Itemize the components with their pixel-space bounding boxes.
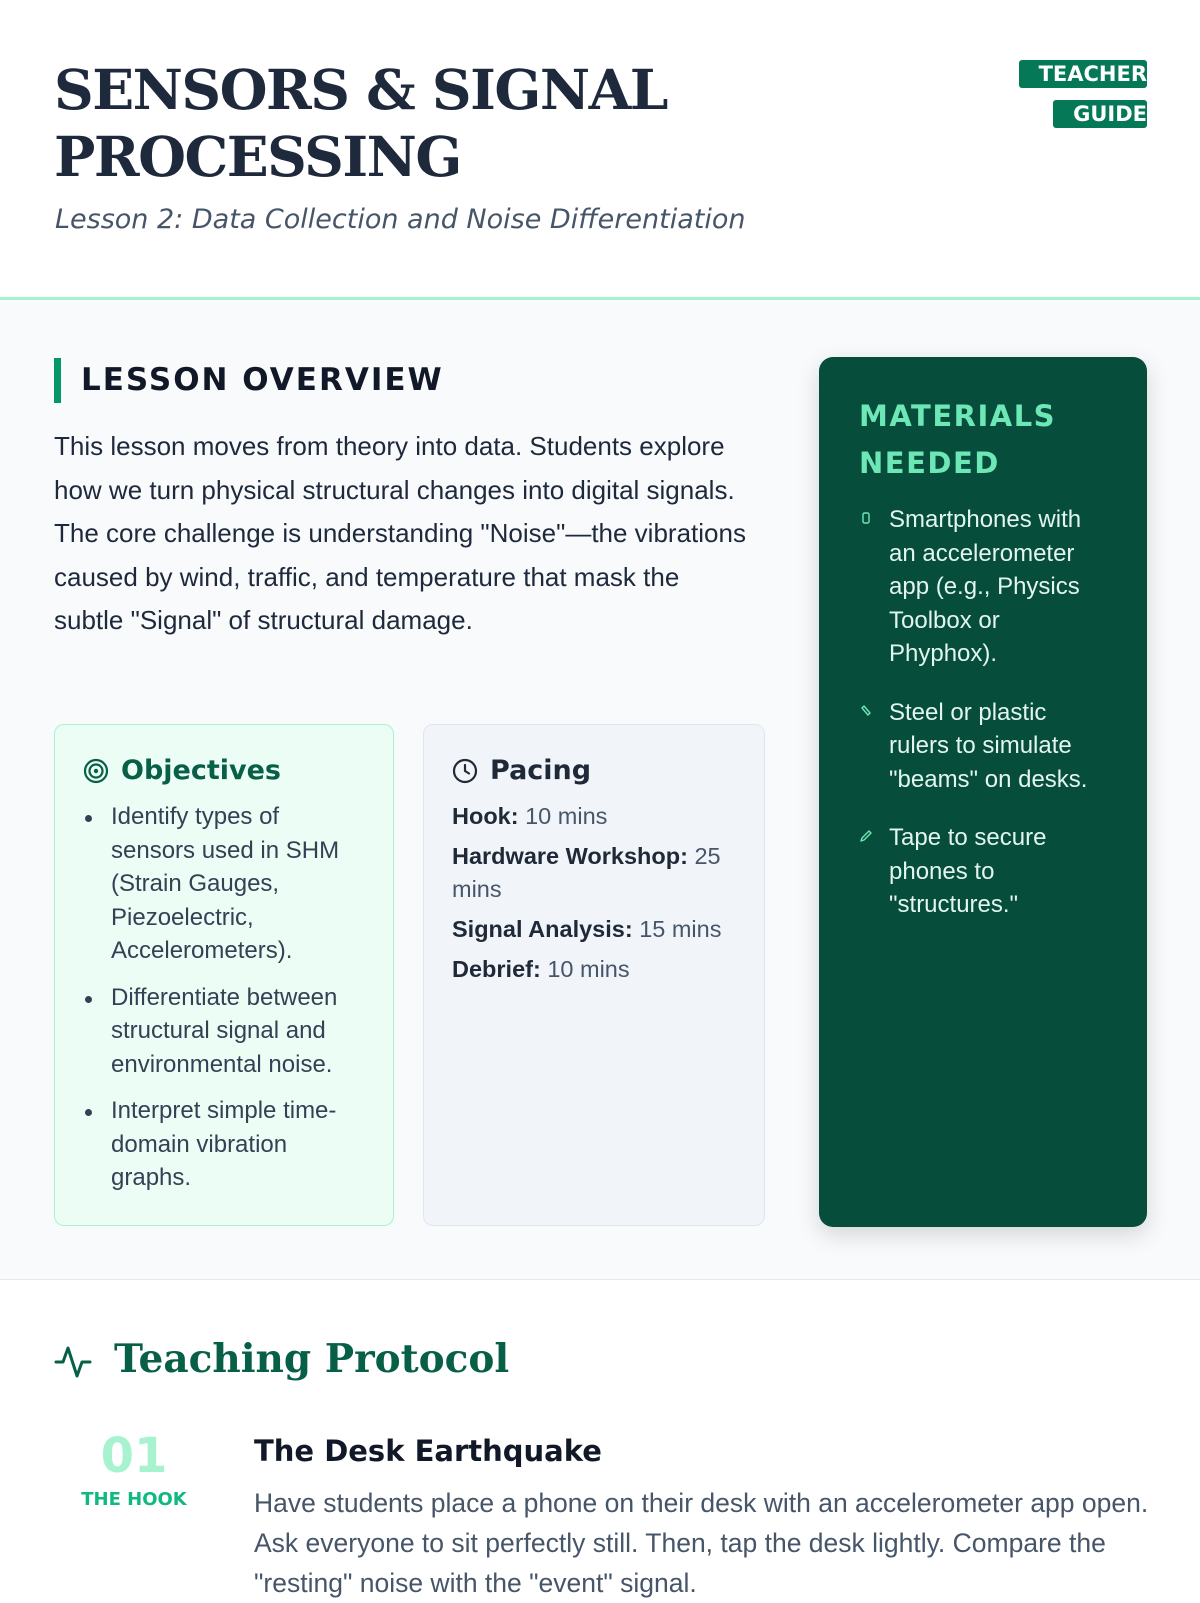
pacing-label: Hook:	[452, 803, 519, 829]
pacing-row	[452, 953, 736, 986]
materials-panel	[819, 357, 1147, 1227]
material-text: Tape to secure phones to "structures."	[889, 824, 1047, 918]
overview-heading: LESSON OVERVIEW	[81, 362, 444, 398]
objective-item: Differentiate between structural signal and environmental noise.	[83, 981, 365, 1082]
pacing-title: Pacing	[490, 755, 592, 786]
materials-title: MATERIALS NEEDED	[859, 399, 1057, 480]
teacher-guide-badge	[1017, 54, 1147, 134]
material-text: Steel or plastic rulers to simulate "beams" on desks.	[889, 698, 1088, 793]
material-item	[859, 821, 1113, 922]
pacing-header	[452, 755, 736, 786]
pacing-row	[452, 913, 736, 946]
pacing-row	[452, 840, 736, 906]
clock-icon	[452, 758, 478, 784]
badge-label: TEACHER GUIDE	[1019, 60, 1147, 128]
page-header	[0, 0, 1200, 300]
tape-icon	[859, 829, 873, 843]
material-text: Smartphones with an accelerometer app (e.g., Physics Toolbox or Phyphox).	[889, 506, 1082, 667]
pacing-value: 10 mins	[547, 956, 630, 982]
objectives-title: Objectives	[121, 755, 281, 786]
page-subtitle: Lesson 2: Data Collection and Noise Differentiation	[55, 204, 746, 235]
ruler-icon	[859, 704, 873, 718]
pacing-label: Hardware Workshop:	[452, 843, 688, 869]
material-item	[859, 696, 1113, 797]
activity-icon	[54, 1343, 92, 1381]
objectives-card	[54, 724, 394, 1226]
step-title: The Desk Earthquake	[254, 1434, 602, 1468]
target-icon	[83, 758, 109, 784]
page-title: SENSORS & SIGNAL PROCESSING	[54, 57, 667, 189]
overview-text: This lesson moves from theory into data. Students explore how we turn physical structural changes into digital signals. The core challenge is understanding "Noise"—the vibrations caused by wind, traffic, and temperature that mask the subtle "Signal" of structural damage.	[54, 431, 746, 635]
pacing-label: Signal Analysis:	[452, 916, 633, 942]
step-number: 01	[100, 1428, 168, 1484]
material-item	[859, 503, 1113, 671]
pacing-value: 25 mins	[452, 843, 721, 902]
pacing-value: 15 mins	[639, 916, 722, 942]
step-text: Have students place a phone on their desk with an accelerometer app open. Ask everyone to sit perfectly still. Then, tap the desk lightly. Compare the "resting" noise with the "event" signal.	[254, 1488, 1149, 1598]
pacing-card	[423, 724, 765, 1226]
objectives-header	[83, 755, 365, 786]
objective-item: Identify types of sensors used in SHM (Strain Gauges, Piezoelectric, Accelerometers).	[83, 800, 365, 968]
section-accent-bar	[54, 358, 61, 403]
pacing-row	[452, 800, 736, 833]
phone-icon	[859, 511, 873, 525]
pacing-label: Debrief:	[452, 956, 541, 982]
pacing-value: 10 mins	[525, 803, 608, 829]
protocol-heading: Teaching Protocol	[114, 1336, 510, 1382]
step-label: THE HOOK	[81, 1489, 187, 1510]
objectives-list	[83, 800, 365, 1195]
objective-item: Interpret simple time-domain vibration graphs.	[83, 1094, 365, 1195]
